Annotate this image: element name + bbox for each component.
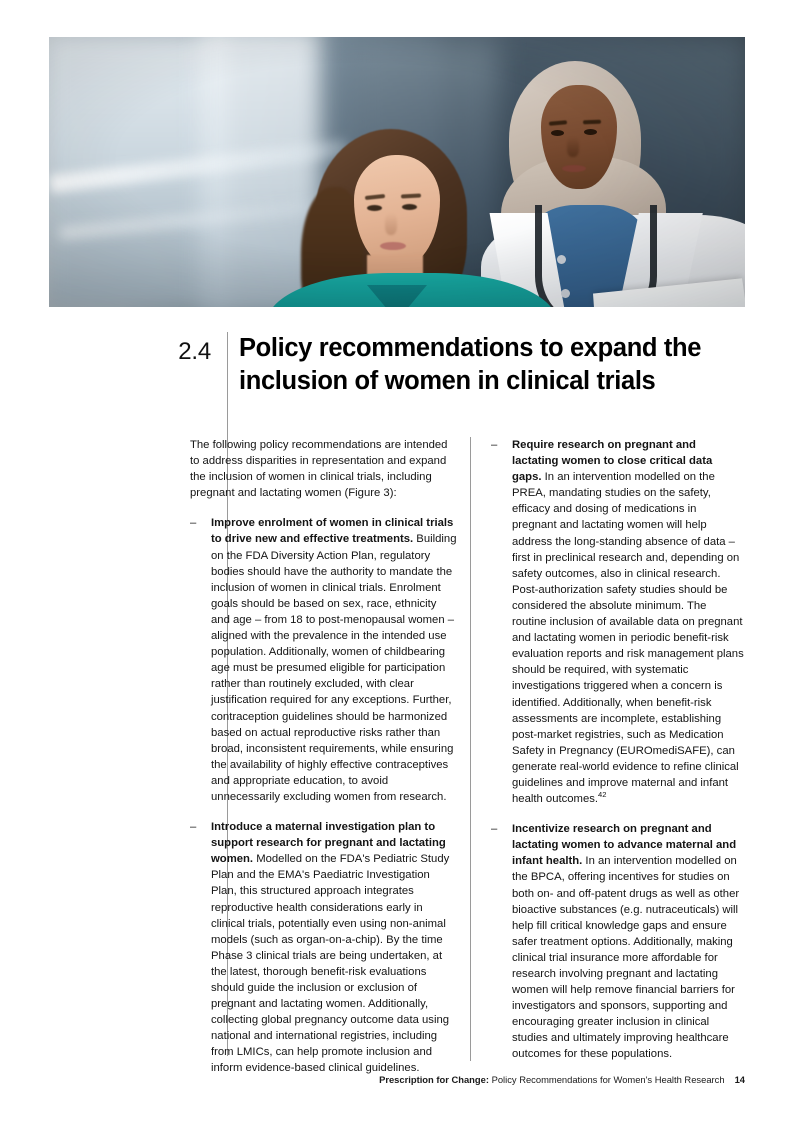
recommendation-item (491, 437, 744, 807)
bullet-dash: – (491, 823, 498, 836)
recommendation-lead: Improve enrolment of women in clinical trials to drive new and effective treatments. (211, 517, 454, 546)
section-number: 2.4 (178, 338, 211, 365)
person-one-mouth (380, 242, 406, 250)
bullet-dash: – (190, 517, 197, 530)
footer-subtitle: Policy Recommendations for Women's Health Research (488, 1074, 725, 1085)
person-two-mouth (562, 165, 586, 172)
person-one-eye-left (367, 205, 382, 211)
page-number: 14 (734, 1074, 745, 1085)
hero-background (49, 37, 745, 307)
left-column (190, 437, 458, 1091)
recommendation-item (491, 821, 744, 1062)
recommendation-body: Modelled on the FDA's Pediatric Study Plan and the EMA's Paediatric Investigation Plan, this structured approach integrates reproductive health considerations early in clinical trials, potentially even using non-animal models (such as organ-on-a-chip). By the time Phase 3 clinical trials are being undertaken, at the latest, thorough benefit-risk evaluations should guide the inclusion or exclusion of pregnant and lactating women. Additionally, collecting global pregnancy outcome data using national and international registries, including from LMICs, can help promote inclusion and inform evidence-based clinical guidelines. (211, 853, 450, 1075)
recommendation-item (190, 819, 458, 1077)
person-one-nose (385, 213, 397, 235)
person-two-eye-left (551, 130, 564, 136)
bullet-dash: – (491, 439, 498, 451)
person-two-eye-right (584, 129, 597, 135)
recommendation-body: In an intervention modelled on the BPCA, offering incentives for studies on both on- and off-patent drugs as well as other bioactive substances (e.g. nutraceuticals) will help fill critical knowledge gaps and ensure safer treatment options. Additionally, making clinical trial insurance more affordable for research involving pregnant and lactating women will help remove financial barriers for investigators and sponsors, supporting and encouraging greater inclusion in clinical studies and ultimately improving healthcare outcomes for these populations. (512, 855, 740, 1061)
recommendation-body: Building on the FDA Diversity Action Plan, regulatory bodies should have the authority to mandate the inclusion of women in clinical trials. Enrolment goals should be based on sex, race, ethnicity and age – from 18 to post-menopausal women – aligned with the prevalence in the intended use population. Additionally, women of childbearing age must be presumed eligible for participation rather than routinely excluded, with clear justification required for any exceptions. Further, contraception guidelines should be harmonized based on actual reproductive risks rather than broad, inconsistent requirements, while ensuring the availability of highly effective contraceptives and appropriate education, to avoid unnecessarily excluding women from research. (211, 533, 457, 803)
recommendation-lead: Require research on pregnant and lactating women to close critical data gaps. (512, 439, 713, 484)
column-divider (470, 437, 471, 1061)
hero-photo (49, 37, 745, 307)
recommendation-item (190, 515, 458, 805)
recommendation-lead: Introduce a maternal investigation plan to support research for pregnant and lactating women. (211, 821, 446, 866)
person-one-eye-right (402, 204, 417, 210)
intro-paragraph: The following policy recommendations are intended to address disparities in representation and expand the inclusion of women in clinical trials, including pregnant and lactating women (Figure 3): (190, 439, 448, 500)
footnote-reference: 42 (598, 790, 607, 800)
person-two-nose (567, 137, 579, 157)
footer-title: Prescription for Change: (379, 1074, 489, 1085)
bullet-dash: – (190, 821, 197, 834)
page-title: Policy recommendations to expand the inclusion of women in clinical trials (239, 334, 702, 395)
recommendation-lead: Incentivize research on pregnant and lactating women to advance maternal and infant health. (512, 823, 737, 868)
person-two-brow-right (583, 120, 601, 125)
recommendation-body: In an intervention modelled on the PREA, mandating studies on the safety, efficacy and dosing of medications in pregnant and lactating women will help address the long-standing absence of data – first in preclinical research and, depending on safety outcomes, also in clinical research. Post-authorization safety studies should be considered the absolute minimum. The routine inclusion of available data on pregnant and lactating women in periodic benefit-risk evaluation reports and risk management plans should be required, with systematic investigations triggered when a concern is identified. Additionally, when benefit-risk assessments are incomplete, establishing post-market registries, such as Medication Safety in Pregnancy (EUROmediSAFE), can generate real-world evidence to refine clinical guidelines and improve maternal and infant health outcomes. (512, 471, 744, 806)
right-column (491, 437, 744, 1077)
page-footer (49, 1074, 745, 1085)
